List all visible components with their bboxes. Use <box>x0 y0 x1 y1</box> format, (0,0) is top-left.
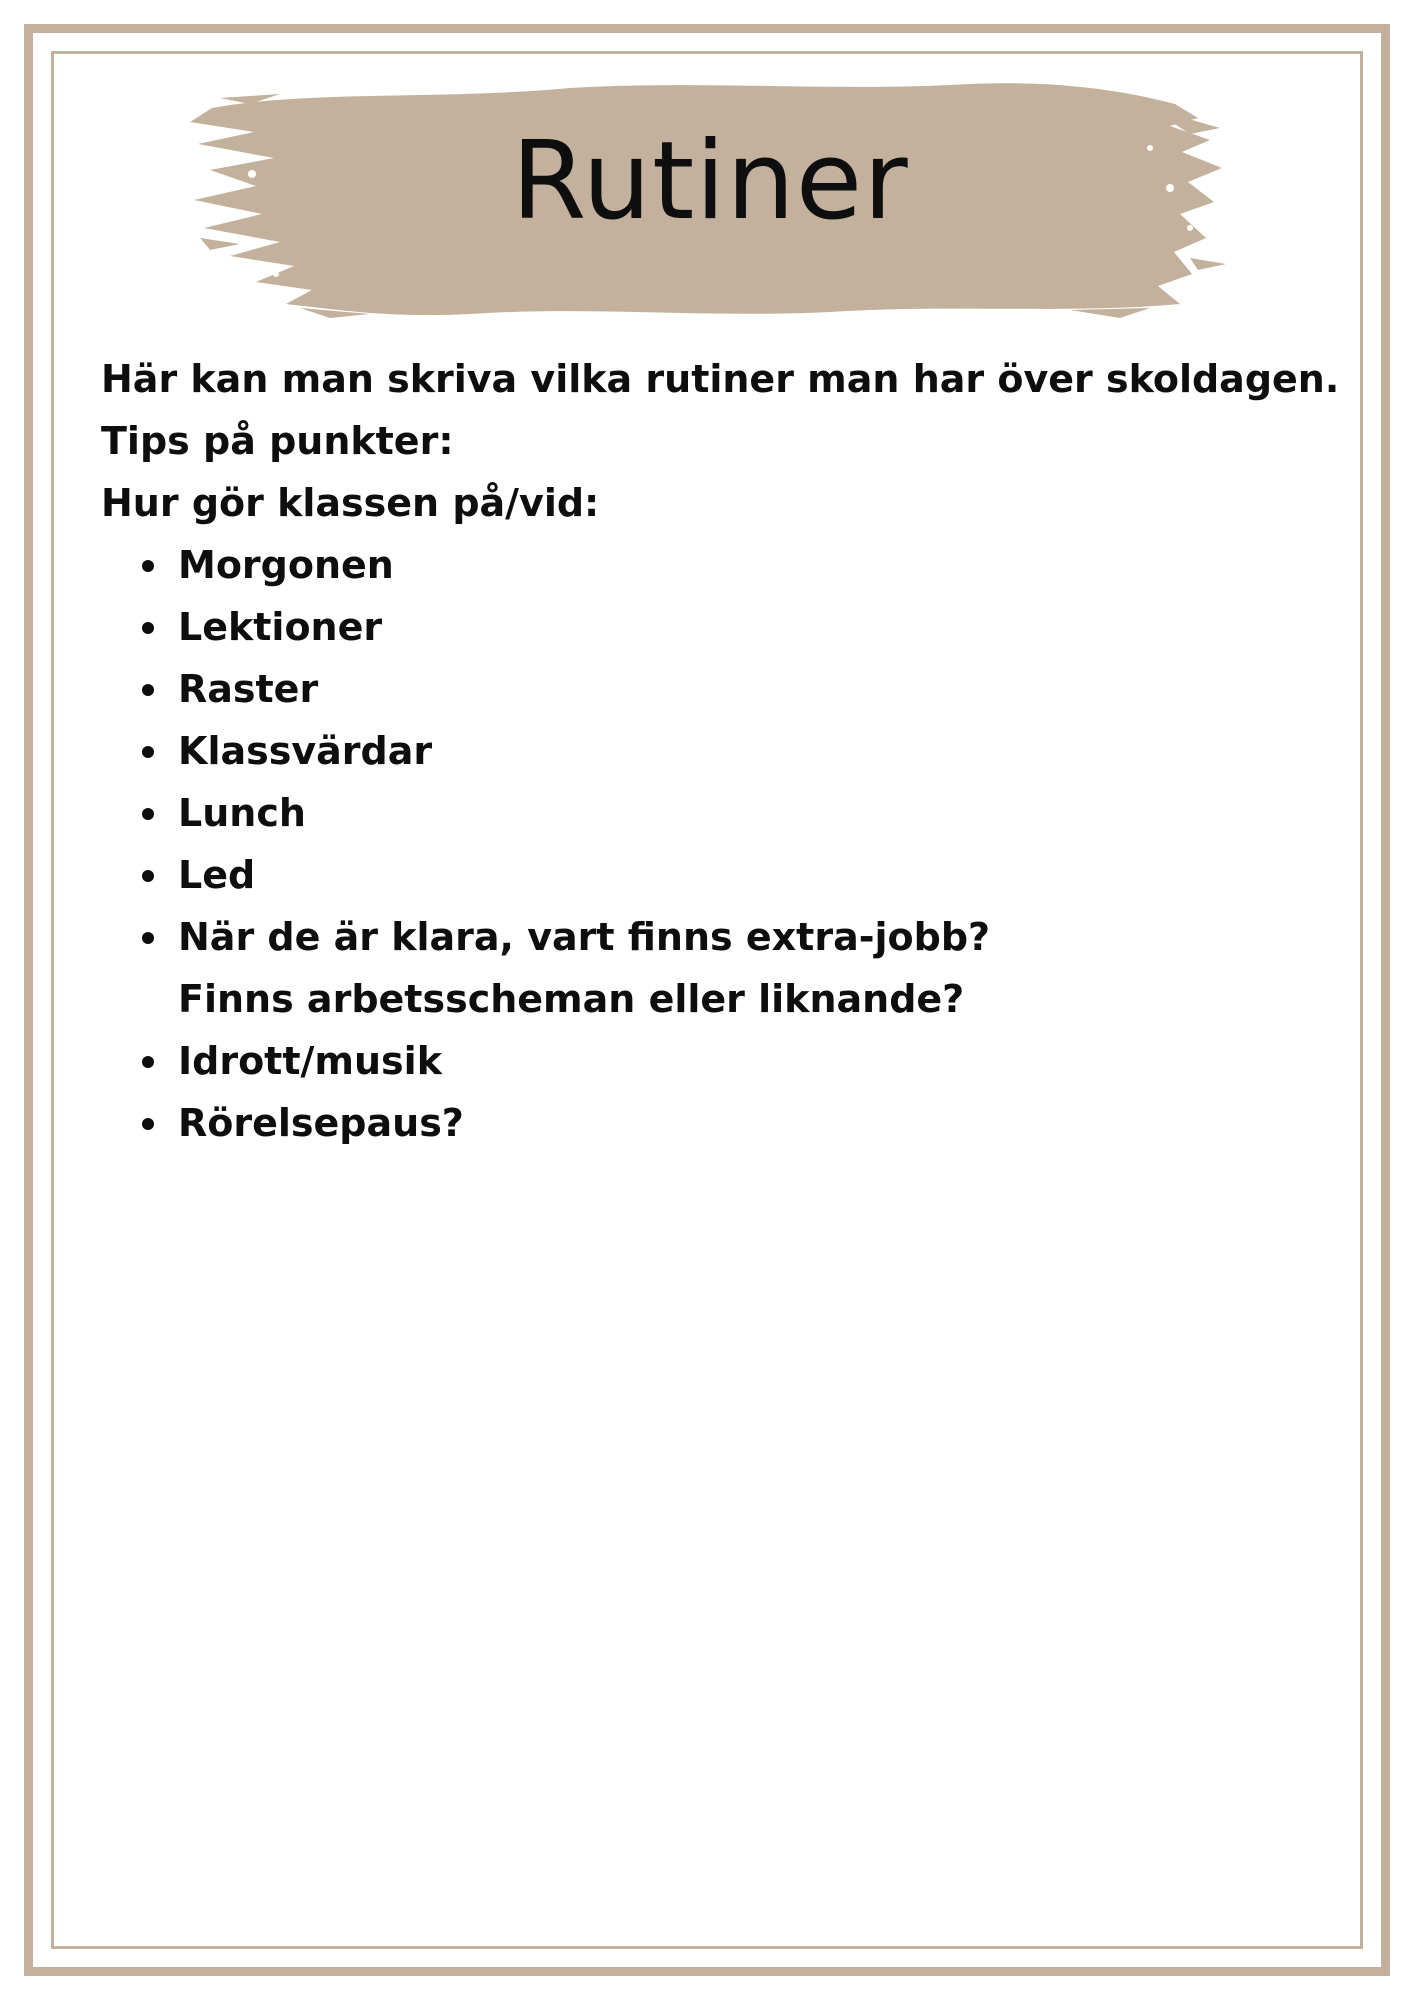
bullet-icon <box>142 622 154 634</box>
bullet-icon <box>142 1056 154 1068</box>
page-title: Rutiner <box>511 119 909 244</box>
bullet-icon <box>142 808 154 820</box>
list-item <box>101 658 1331 720</box>
routine-list <box>101 534 1331 1154</box>
bullet-icon <box>142 870 154 882</box>
list-item-label: Rörelsepaus? <box>178 1101 464 1145</box>
list-item-label: När de är klara, vart finns extra-jobb? Finns arbetsscheman eller liknande? <box>178 915 991 1021</box>
list-item <box>101 534 1331 596</box>
list-item <box>101 1030 1331 1092</box>
list-item <box>101 1092 1331 1154</box>
list-item <box>101 906 1331 1030</box>
list-item-label: Led <box>178 853 256 897</box>
list-item <box>101 596 1331 658</box>
list-item-label: Klassvärdar <box>178 729 433 773</box>
bullet-icon <box>142 746 154 758</box>
list-item-label: Idrott/musik <box>178 1039 442 1083</box>
list-item-label: Raster <box>178 667 319 711</box>
list-item-label: Lektioner <box>178 605 383 649</box>
intro-line-1: Här kan man skriva vilka rutiner man har över skoldagen. <box>101 357 1340 401</box>
bullet-icon <box>142 560 154 572</box>
intro-line-3: Hur gör klassen på/vid: <box>101 481 600 525</box>
list-item <box>101 720 1331 782</box>
bullet-icon <box>142 684 154 696</box>
list-item <box>101 844 1331 906</box>
list-item <box>101 782 1331 844</box>
intro-line-2: Tips på punkter: <box>101 419 454 463</box>
content-body <box>101 348 1340 1154</box>
list-item-label: Lunch <box>178 791 306 835</box>
bullet-icon <box>142 1118 154 1130</box>
bullet-icon <box>142 932 154 944</box>
list-item-label: Morgonen <box>178 543 394 587</box>
